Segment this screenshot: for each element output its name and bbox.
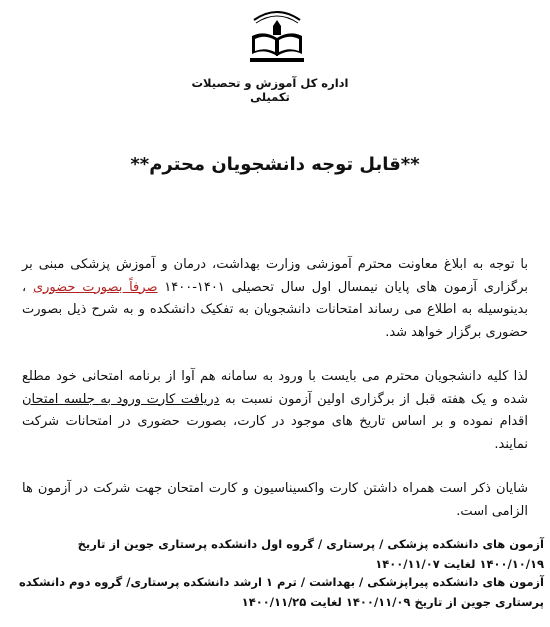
paragraph-3: شایان ذکر است همراه داشتن کارت واکسیناسیون و کارت امتحان جهت شرکت در آزمون ها الزامی است. <box>22 481 528 519</box>
university-logo <box>246 6 308 68</box>
page-title: **قابل توجه دانشجویان محترم** <box>130 154 420 175</box>
exam-card-link[interactable]: دریافت کارت ورود به جلسه امتحان <box>22 391 220 407</box>
in-person-highlight: صرفاً بصورت حضوری <box>32 279 158 295</box>
paragraph-2-text-end: اقدام نموده و بر اساس تاریخ های موجود در کارت، بصورت حضوری در امتحانات شرکت نمایند. <box>22 414 528 452</box>
schedule-item-2: آزمون های دانشکده پیراپزشکی / بهداشت / ترم ۱ ارشد دانشکده پرستاری/ گروه دوم دانشکده پرستاری جوین از تاریخ ۱۴۰۰/۱۱/۰۹ لغایت ۱۴۰۰/۱۱/۲۵ <box>19 575 544 609</box>
paragraph-1-text: با توجه به ابلاغ معاونت محترم آموزشی وزارت بهداشت، درمان و آموزش پزشکی مبنی بر برگزاری آزمون های پایان نیمسال اول سال تحصیلی ۱۴۰۱-۱۴۰۰ <box>22 257 528 295</box>
paragraph-2-text: لذا کلیه دانشجویان محترم می بایست با ورود به سامانه هم آوا از برنامه امتحانی خود مطلع شده و یک هفته قبل از برگزاری اولین آزمون نسبت به <box>22 369 528 407</box>
open-book-logo-icon <box>246 6 308 68</box>
paragraph-2 <box>22 366 528 456</box>
department-name: اداره کل آموزش و تحصیلات تکمیلی <box>191 76 349 104</box>
schedule-item-1: آزمون های دانشکده پزشکی / پرستاری / گروه اول دانشکده پرستاری جوین از تاریخ ۱۴۰۰/۱۰/۱۹ لغایت ۱۴۰۰/۱۱/۰۷ <box>77 537 544 571</box>
announcement-body <box>22 254 528 545</box>
paragraph-1-text-end: ، بدینوسیله به اطلاع می رساند امتحانات دانشجویان به تفکیک دانشکده و به شرح ذیل بصورت حضوری برگزار خواهد شد. <box>22 279 528 340</box>
paragraph-1 <box>22 254 528 344</box>
